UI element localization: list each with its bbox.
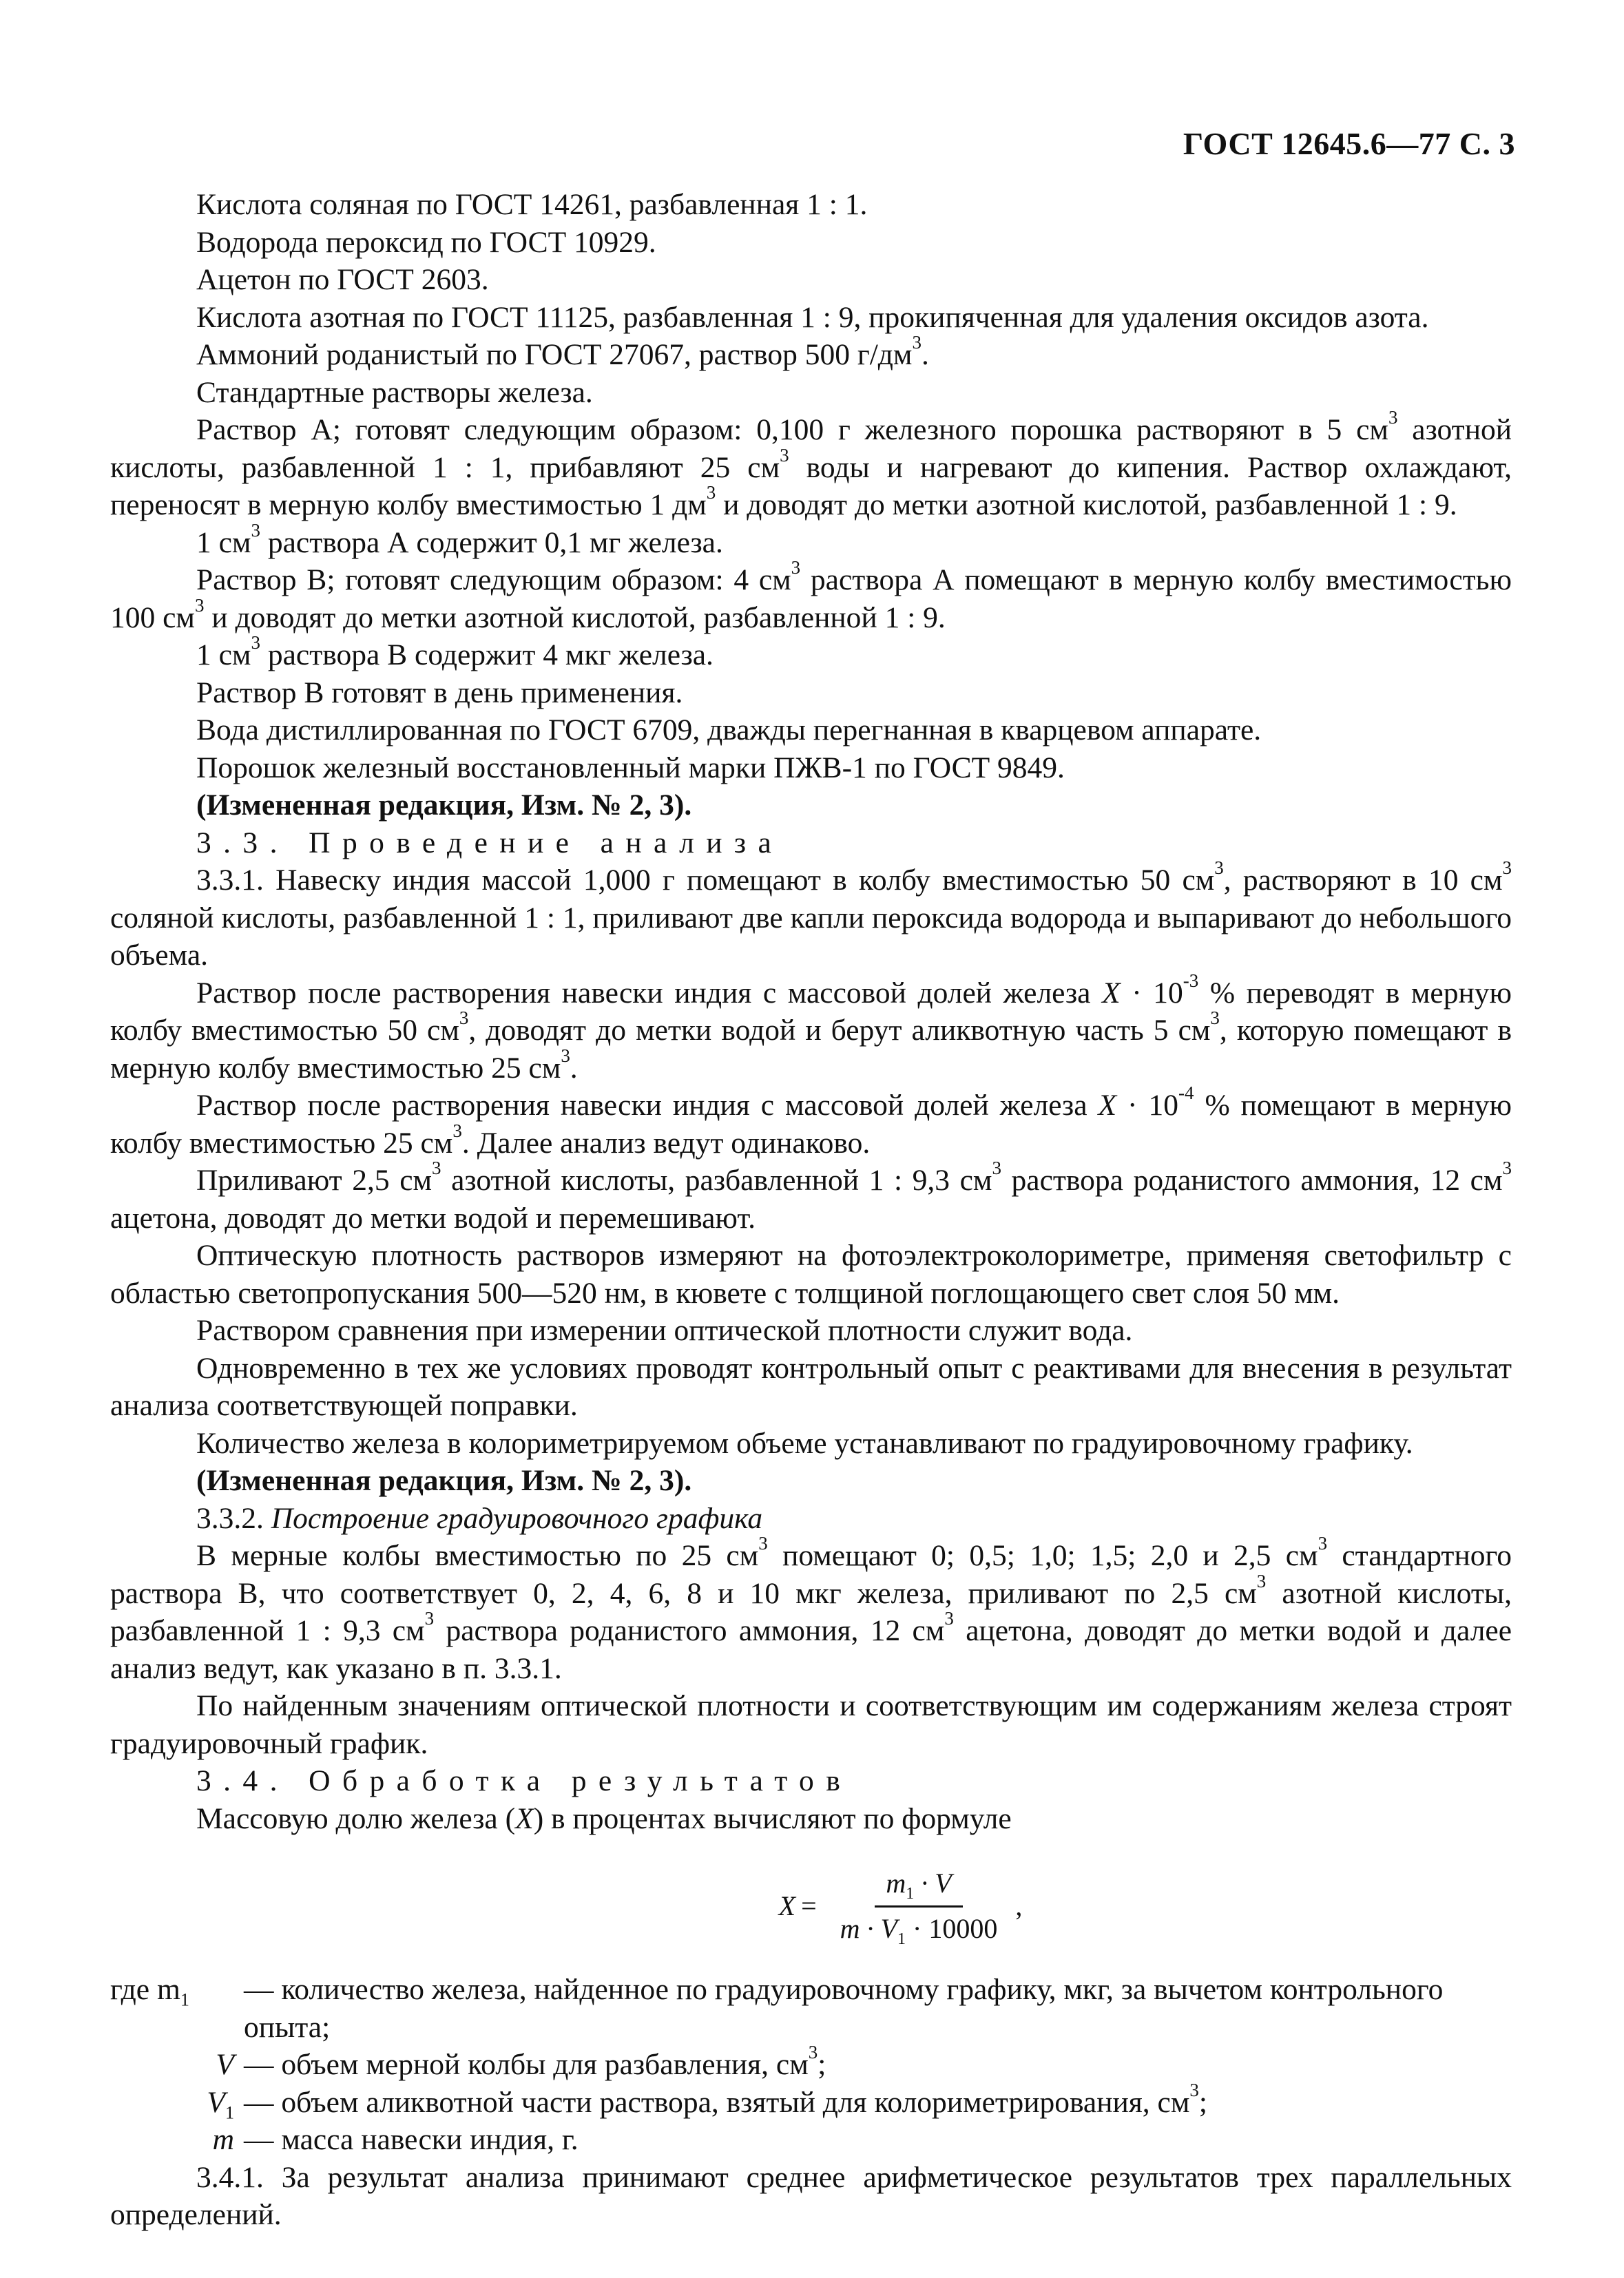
section-heading: 3.3. Проведение анализа: [196, 826, 784, 859]
paragraph: Раствор В готовят в день применения.: [196, 676, 683, 709]
subsection-heading: 3.3.2. Построение градуировочного графика: [196, 1501, 763, 1535]
paragraph: Раствор В; готовят следующим образом: 4 $см^3$ раствора А помещают в мерную колбу вместимостью 100 $см^3$ и доводят до метки азотной кислотой, разбавленной 1 : 9.: [110, 557, 1512, 634]
paragraph: 3.3.1. Навеску индия массой 1,000 г помещают в колбу вместимостью 50 $см^3$, растворяют в 10 $см^3$ соляной кислоты, разбавленной 1 : 1, приливают две капли пероксида водорода и выпаривают до небольшого объема.: [110, 857, 1512, 972]
revision-note: (Измененная редакция, Изм. № 2, 3).: [196, 788, 692, 822]
variable-definition: V — объем мерной колбы для разбавления, $см^3$;: [216, 2042, 826, 2081]
formula-numerator: $m_1 \cdot V$: [875, 1865, 962, 1908]
formula-denominator: $m \cdot V_1 \cdot 10000$: [840, 1912, 998, 1948]
paragraph: 1 $см^3$ раствора А содержит 0,1 мг железа.: [196, 519, 723, 559]
paragraph: Ацетон по ГОСТ 2603.: [196, 263, 489, 296]
paragraph: Водорода пероксид по ГОСТ 10929.: [196, 225, 656, 259]
formula-lhs: X: [778, 1890, 796, 1921]
paragraph: Массовую долю железа (X) в процентах вычисляют по формуле: [196, 1801, 1012, 1835]
variable-definition: где $m_1$ — количество железа, найденное по градуировочному графику, мкг, за вычетом контрольного опыта;: [110, 1973, 1444, 2044]
paragraph: Приливают 2,5 $см^3$ азотной кислоты, разбавленной 1 : 9,3 $см^3$ раствора роданистого аммония, 12 $см^3$ ацетона, доводят до метки водой и перемешивают.: [110, 1158, 1512, 1235]
revision-note: (Измененная редакция, Изм. № 2, 3).: [196, 1464, 692, 1497]
formula-fraction: [829, 1865, 1009, 1947]
paragraph: 1 $см^3$ раствора В содержит 4 мкг железа.: [196, 632, 714, 671]
paragraph: Аммоний роданистый по ГОСТ 27067, раствор 500 $г/дм^3$.: [196, 332, 929, 371]
paragraph: Оптическую плотность растворов измеряют на фотоэлектроколориметре, применяя светофильтр с областью светопропускания 500—520 нм, в кювете с толщиной поглощающего свет слоя 50 мм.: [110, 1239, 1512, 1310]
paragraph: Вода дистиллированная по ГОСТ 6709, дважды перегнанная в кварцевом аппарате.: [196, 713, 1262, 746]
variable-definition: $V_1$ — объем аликвотной части раствора, взятый для колориметрирования, $см^3$;: [207, 2079, 1207, 2123]
formula-comma: ,: [1015, 1890, 1023, 1921]
paragraph: Раствором сравнения при измерении оптической плотности служит вода.: [196, 1314, 1133, 1347]
section-heading: 3.4. Обработка результатов: [196, 1764, 853, 1797]
formula: [289, 1865, 1512, 1947]
paragraph: Кислота азотная по ГОСТ 11125, разбавленная 1 : 9, прокипяченная для удаления оксидов азота.: [196, 300, 1429, 334]
paragraph: Раствор А; готовят следующим образом: 0,100 г железного порошка растворяют в 5 $см^3$ азотной кислоты, разбавленной 1 : 1, прибавляют 25 $см^3$ воды и нагревают до кипения. Раствор охлаждают, переносят в мерную колбу вместимостью 1 $дм^3$ и доводят до метки азотной кислотой, разбавленной 1 : 9.: [110, 407, 1512, 521]
page-header: ГОСТ 12645.6—77 С. 3: [1183, 126, 1515, 161]
paragraph: Стандартные растворы железа.: [196, 375, 593, 409]
paragraph: Кислота соляная по ГОСТ 14261, разбавленная 1 : 1.: [196, 188, 868, 221]
paragraph: Раствор после растворения навески индия с массовой долей железа $X \cdot 10^{-3}$ % переводят в мерную колбу вместимостью 50 $см^3$, доводят до метки водой и берут аликвотную часть 5 $см^3$, которую помещают в мерную колбу вместимостью 25 $см^3$.: [110, 970, 1512, 1085]
variable-definition: m — масса навески индия, г.: [212, 2123, 579, 2156]
paragraph: Количество железа в колориметрируемом объеме устанавливают по градуировочному графику.: [196, 1426, 1413, 1460]
paragraph: 3.4.1. За результат анализа принимают среднее арифметическое результатов трех параллельных определений.: [110, 2160, 1512, 2231]
paragraph: Порошок железный восстановленный марки ПЖВ-1 по ГОСТ 9849.: [196, 751, 1065, 784]
formula-equals: =: [801, 1890, 817, 1921]
paragraph: Раствор после растворения навески индия с массовой долей железа $X \cdot 10^{-4}$ % помещают в мерную колбу вместимостью 25 $см^3$. Далее анализ ведут одинаково.: [110, 1083, 1512, 1160]
document-body: [110, 186, 1512, 2234]
paragraph: Одновременно в тех же условиях проводят контрольный опыт с реактивами для внесения в результат анализа соответствующей поправки.: [110, 1351, 1512, 1422]
paragraph: По найденным значениям оптической плотности и соответствующим им содержаниям железа строят градуировочный график.: [110, 1689, 1512, 1760]
paragraph: В мерные колбы вместимостью по 25 $см^3$ помещают 0; 0,5; 1,0; 1,5; 2,0 и 2,5 $см^3$ стандартного раствора В, что соответствует 0, 2, 4, 6, 8 и 10 мкг железа, приливают по 2,5 $см^3$ азотной кислоты, разбавленной 1 : 9,3 $см^3$ раствора роданистого аммония, 12 $см^3$ ацетона, доводят до метки водой и далее анализ ведут, как указано в п. 3.3.1.: [110, 1533, 1512, 1685]
